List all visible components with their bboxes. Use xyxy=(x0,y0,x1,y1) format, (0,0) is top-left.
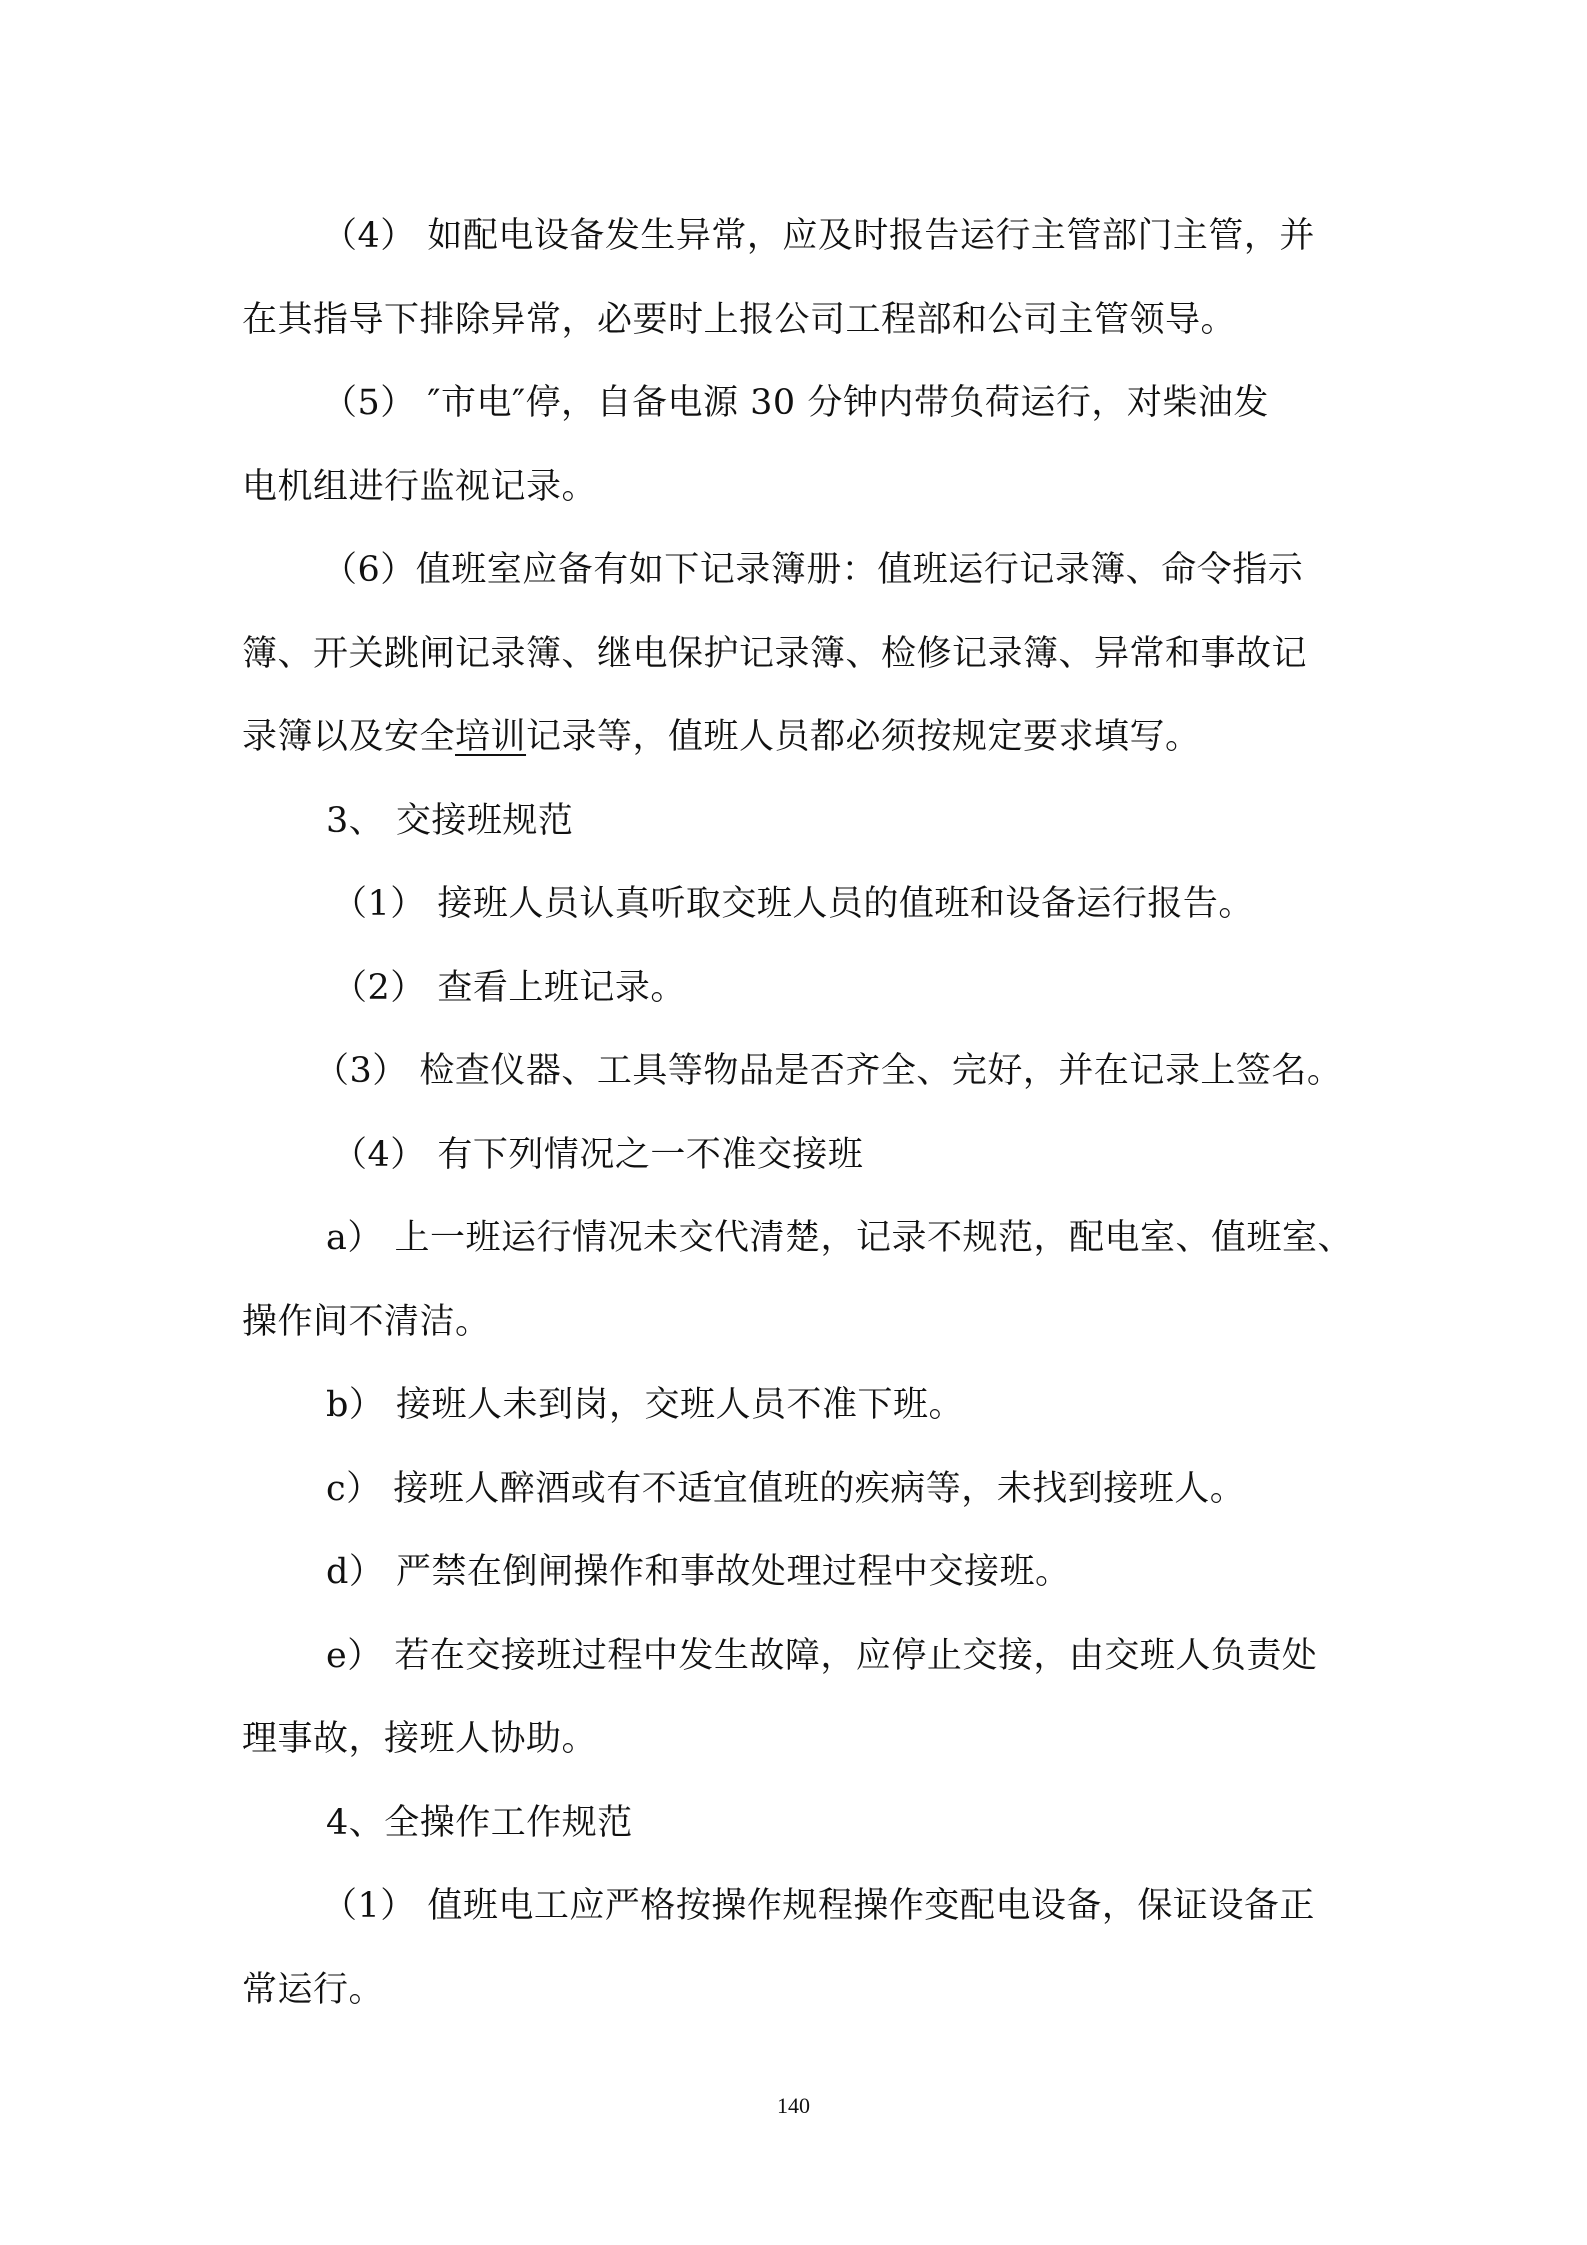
paragraph-line: c） 接班人醉酒或有不适宜值班的疾病等，未找到接班人。 xyxy=(326,1469,1246,1509)
paragraph-line: a） 上一班运行情况未交代清楚，记录不规范，配电室、值班室、 xyxy=(326,1218,1353,1258)
paragraph-line xyxy=(242,715,1201,759)
text-segment: 记录等，值班人员都必须按规定要求填写。 xyxy=(526,717,1201,757)
paragraph-line: （4） 如配电设备发生异常，应及时报告运行主管部门主管，并 xyxy=(322,216,1315,256)
paragraph-line: （6）值班室应备有如下记录簿册：值班运行记录簿、命令指示 xyxy=(322,550,1304,590)
paragraph-line: 操作间不清洁。 xyxy=(242,1302,491,1342)
paragraph-line: d） 严禁在倒闸操作和事故处理过程中交接班。 xyxy=(326,1552,1071,1592)
paragraph-line: （4） 有下列情况之一不准交接班 xyxy=(332,1135,864,1175)
paragraph-line: 理事故，接班人协助。 xyxy=(242,1719,598,1759)
paragraph-line: 簿、开关跳闸记录簿、继电保护记录簿、检修记录簿、异常和事故记 xyxy=(242,634,1308,674)
section-heading: 3、 交接班规范 xyxy=(326,801,574,841)
paragraph-line: 在其指导下排除异常，必要时上报公司工程部和公司主管领导。 xyxy=(242,300,1237,340)
paragraph-line: （5） ″市电″停，自备电源 30 分钟内带负荷运行，对柴油发 xyxy=(322,383,1269,423)
section-heading: 4、全操作工作规范 xyxy=(326,1803,633,1843)
underlined-text: 培训 xyxy=(455,717,527,757)
paragraph-line: （2） 查看上班记录。 xyxy=(332,968,686,1008)
paragraph-line: 电机组进行监视记录。 xyxy=(242,467,598,507)
page-number: 140 xyxy=(777,2093,810,2118)
paragraph-line: （1） 接班人员认真听取交班人员的值班和设备运行报告。 xyxy=(332,884,1254,924)
paragraph-line: b） 接班人未到岗，交班人员不准下班。 xyxy=(326,1385,965,1425)
paragraph-line: e） 若在交接班过程中发生故障，应停止交接，由交班人负责处 xyxy=(326,1636,1318,1676)
paragraph-line: （1） 值班电工应严格按操作规程操作变配电设备，保证设备正 xyxy=(322,1886,1315,1926)
text-segment: 录簿以及安全 xyxy=(242,717,456,757)
paragraph-line: （3） 检查仪器、工具等物品是否齐全、完好，并在记录上签名。 xyxy=(314,1051,1343,1091)
paragraph-line: 常运行。 xyxy=(242,1970,385,2010)
